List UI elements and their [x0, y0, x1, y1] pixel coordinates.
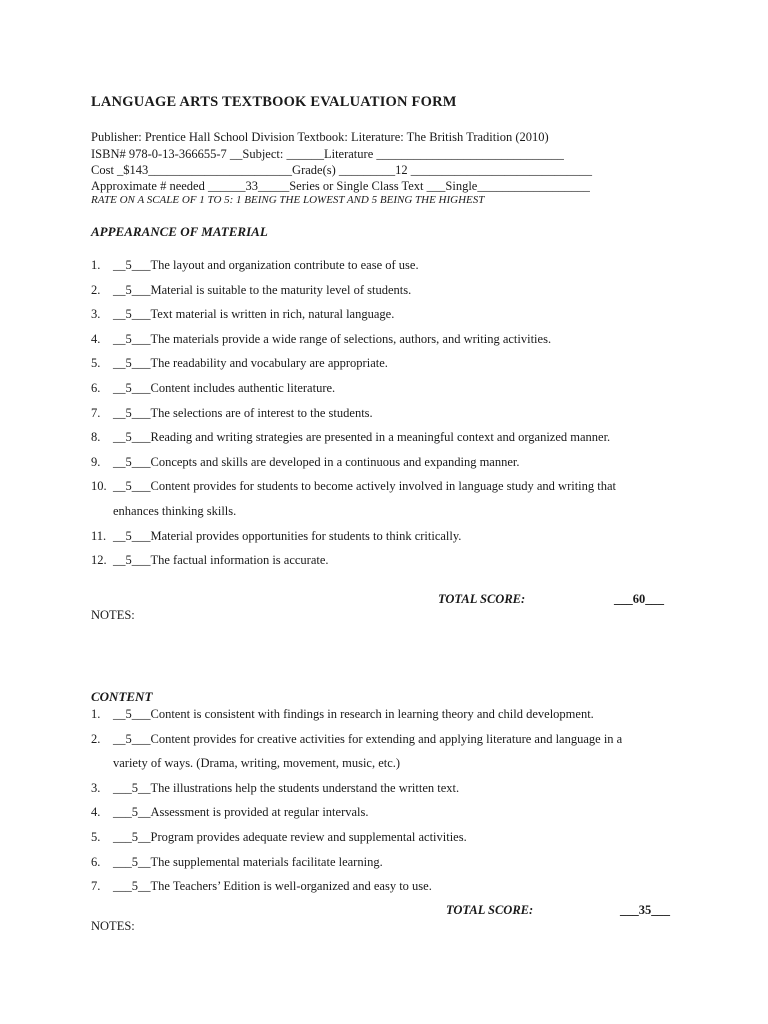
item-number: 6.: [91, 381, 101, 395]
list-item: [91, 781, 459, 796]
appearance-total-label: TOTAL SCORE:: [438, 592, 526, 606]
appearance-notes-label: NOTES:: [91, 608, 135, 622]
item-text: __5___Content includes authentic literature.: [113, 381, 336, 395]
item-text: ___5__The Teachers’ Edition is well-organized and easy to use.: [113, 879, 432, 894]
item-text: __5___Reading and writing strategies are presented in a meaningful context and organized manner.: [113, 430, 611, 445]
item-text: ___5__Assessment is provided at regular intervals.: [113, 805, 369, 820]
list-item: [91, 356, 388, 371]
item-text: __5___Text material is written in rich, natural language.: [113, 307, 395, 322]
item-number: 4.: [91, 331, 101, 346]
list-item: [91, 332, 551, 347]
item-number: 4.: [91, 805, 101, 820]
item-number: 5.: [91, 356, 101, 371]
item-number: 1.: [91, 258, 101, 272]
item-text: __5___Content is consistent with findings in research in learning theory and child development.: [113, 707, 594, 721]
cost-line: Cost _$143_______________________Grade(s) _________12 _____________________________: [91, 163, 593, 177]
list-item: [91, 553, 329, 568]
item-number: 6.: [91, 854, 101, 869]
item-number: 2.: [91, 731, 101, 746]
list-item: [91, 283, 411, 298]
item-text: __5___Material is suitable to the maturity level of students.: [113, 282, 412, 297]
item-number: 3.: [91, 307, 101, 322]
item-number: 9.: [91, 454, 101, 469]
publisher-line: Publisher: Prentice Hall School Division Textbook: Literature: The British Tradition (2010): [91, 130, 549, 144]
item-number: 3.: [91, 780, 101, 795]
item-number: 7.: [91, 405, 101, 420]
item-number: 7.: [91, 879, 101, 894]
item-text: __5___The factual information is accurate.: [113, 553, 329, 568]
list-item: [91, 732, 622, 747]
item-number: 12.: [91, 553, 107, 568]
item-text: __5___Material provides opportunities for students to think critically.: [113, 528, 462, 543]
list-item: [91, 855, 383, 870]
form-title: LANGUAGE ARTS TEXTBOOK EVALUATION FORM: [91, 94, 457, 110]
item-number: 5.: [91, 830, 101, 844]
item-text: enhances thinking skills.: [113, 504, 237, 518]
item-text: variety of ways. (Drama, writing, movement, music, etc.): [113, 756, 401, 771]
appearance-total-score: ___60___: [614, 592, 664, 606]
item-text: __5___Content provides for creative activities for extending and applying literature and language in a: [113, 731, 623, 746]
list-item: [91, 879, 432, 894]
list-item: [91, 307, 394, 322]
item-number: 8.: [91, 430, 101, 445]
item-text: __5___Content provides for students to become actively involved in language study and writing that: [113, 479, 617, 494]
list-item: [91, 504, 236, 519]
content-total-score: ___35___: [620, 903, 670, 917]
item-text: ___5__The supplemental materials facilitate learning.: [113, 854, 383, 869]
list-item: [91, 479, 616, 494]
list-item: [91, 455, 520, 470]
list-item: [91, 830, 467, 845]
item-text: __5___The materials provide a wide range of selections, authors, and writing activities.: [113, 331, 552, 346]
rating-scale-note: RATE ON A SCALE OF 1 TO 5: 1 BEING THE LOWEST AND 5 BEING THE HIGHEST: [91, 194, 485, 206]
isbn-line: ISBN# 978-0-13-366655-7 __Subject: ______Literature ______________________________: [91, 147, 564, 161]
list-item: [91, 756, 400, 771]
content-heading: CONTENT: [91, 689, 153, 704]
item-text: __5___The readability and vocabulary are appropriate.: [113, 356, 388, 371]
item-text: __5___The layout and organization contribute to ease of use.: [113, 258, 419, 272]
item-number: 2.: [91, 282, 101, 297]
item-number: 11.: [91, 528, 107, 543]
list-item: [91, 529, 461, 544]
list-item: [91, 707, 594, 722]
item-number: 10.: [91, 479, 107, 494]
list-item: [91, 406, 373, 421]
item-number: 1.: [91, 707, 101, 721]
list-item: [91, 258, 419, 273]
item-text: __5___The selections are of interest to the students.: [113, 405, 373, 420]
item-text: __5___Concepts and skills are developed in a continuous and expanding manner.: [113, 454, 520, 469]
approx-needed-line: Approximate # needed ______33_____Series or Single Class Text ___Single__________________: [91, 179, 590, 193]
list-item: [91, 430, 610, 445]
content-notes-label: NOTES:: [91, 919, 135, 933]
appearance-heading: APPEARANCE OF MATERIAL: [91, 224, 268, 239]
list-item: [91, 381, 335, 396]
item-text: ___5__The illustrations help the students understand the written text.: [113, 780, 460, 795]
list-item: [91, 805, 369, 820]
item-text: ___5__Program provides adequate review and supplemental activities.: [113, 830, 467, 844]
content-total-label: TOTAL SCORE:: [446, 903, 534, 917]
